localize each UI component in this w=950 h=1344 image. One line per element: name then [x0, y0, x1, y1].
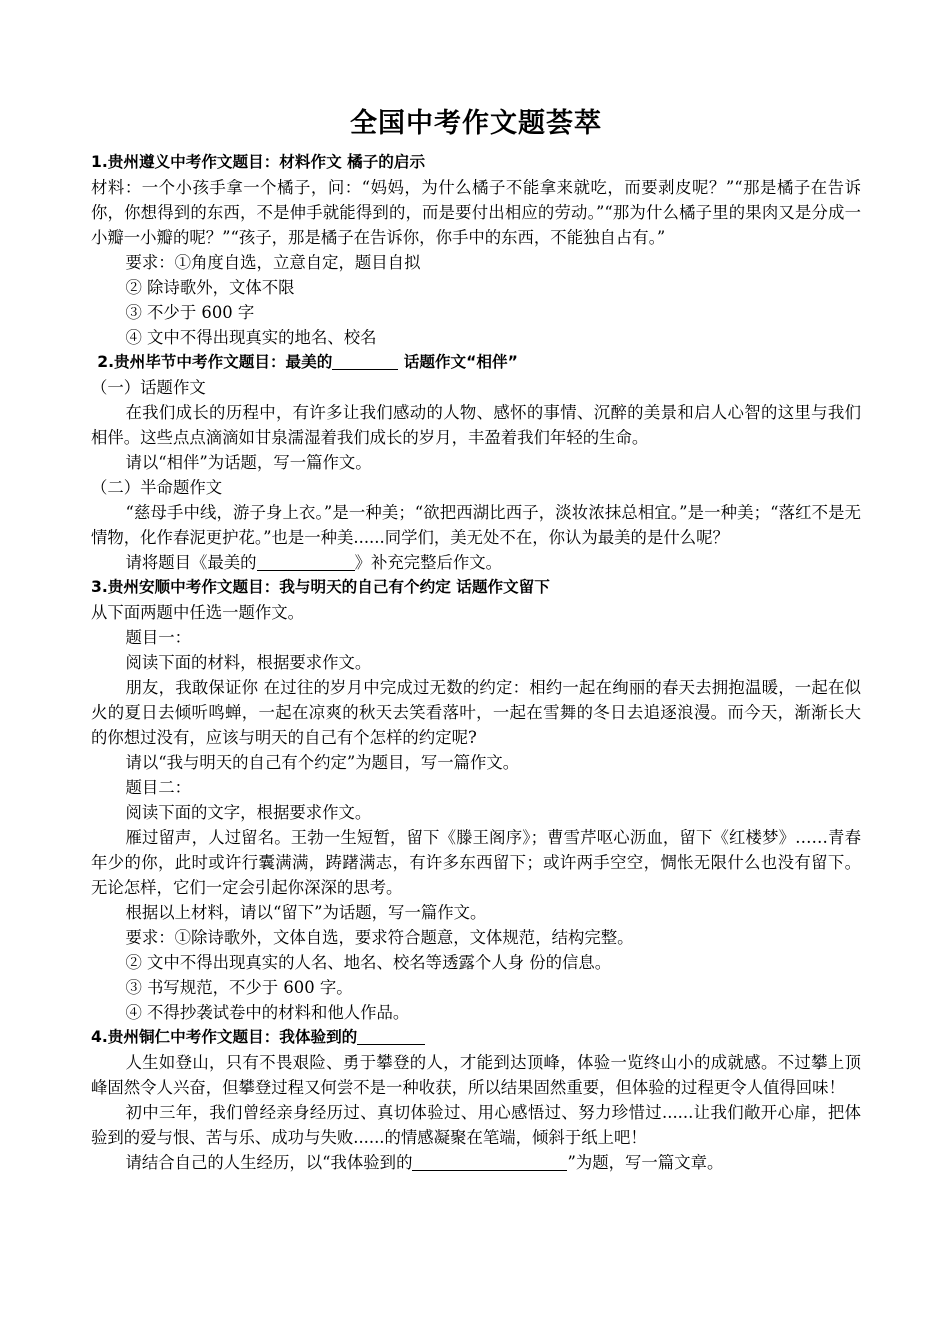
blank-underline	[357, 1026, 425, 1045]
section-3-heading: 3.贵州安顺中考作文题目：我与明天的自己有个约定 话题作文留下	[91, 578, 550, 596]
section-2-paragraph-4	[91, 550, 861, 575]
blank-underline	[332, 351, 398, 370]
section-3-topic-2-prompt: 根据以上材料，请以“留下”为话题，写一篇作文。	[125, 903, 487, 922]
section-2-heading-text: 2.贵州毕节中考作文题目：最美的	[97, 353, 333, 371]
section-2-heading-topic: 话题作文“相伴”	[398, 353, 518, 371]
section-2-prompt-end: 》补充完整后作文。	[354, 553, 503, 572]
section-3-topic-1-instruction: 阅读下面的材料，根据要求作文。	[125, 653, 372, 672]
section-3-topic-1-label: 题目一：	[125, 628, 191, 647]
section-4-paragraph-1: 人生如登山，只有不畏艰险、勇于攀登的人，才能到达顶峰，体验一览终山小的成就感。不过攀上顶峰固然令人兴奋，但攀登过程又何尝不是一种收获，所以结果固然重要，但体验的过程更令人值得回味！	[91, 1053, 861, 1097]
section-4-heading-text: 4.贵州铜仁中考作文题目：我体验到的	[91, 1028, 358, 1046]
section-4-paragraph-3	[91, 1150, 861, 1175]
section-4-heading	[91, 1025, 861, 1050]
section-3-topic-2-label: 题目二：	[125, 778, 191, 797]
section-3-topic-1-material: 朋友，我敢保证你 在过往的岁月中完成过无数的约定：相约一起在绚丽的春天去拥抱温暖，一起在似火的夏日去倾听鸣蝉，一起在凉爽的秋天去笑看落叶，一起在雪舞的冬日去追逐浪漫。而今天，渐渐长大的你想过没有，应该与明天的自己有个怎样的约定呢?	[91, 678, 861, 747]
section-1-heading: 1.贵州遵义中考作文题目：材料作文 橘子的启示	[91, 153, 426, 171]
section-1-requirement-1: 要求：①角度自选，立意自定，题目自拟	[125, 253, 421, 272]
section-2-prompt-start: 请将题目《最美的	[125, 553, 257, 572]
section-1-requirement-4: ④ 文中不得出现真实的地名、校名	[125, 328, 377, 347]
section-3-requirement-4: ④ 不得抄袭试卷中的材料和他人作品。	[125, 1003, 410, 1022]
section-1-material: 材料：一个小孩手拿一个橘子，问：“妈妈，为什么橘子不能拿来就吃，而要剥皮呢？”“那是橘子在告诉你，你想得到的东西，不是伸手就能得到的，而是要付出相应的劳动。”“那为什么橘子里的果肉又是分成一小瓣一小瓣的呢？”“孩子，那是橘子在告诉你，你手中的东西，不能独自占有。”	[91, 178, 861, 247]
section-3-topic-2-instruction: 阅读下面的文字，根据要求作文。	[125, 803, 372, 822]
section-4-prompt-start: 请结合自己的人生经历，以“我体验到的	[125, 1153, 413, 1172]
section-2-part-2-label: （二）半命题作文	[91, 478, 223, 497]
document-title: 全国中考作文题荟萃	[350, 108, 602, 139]
section-4-paragraph-2: 初中三年，我们曾经亲身经历过、真切体验过、用心感悟过、努力珍惜过......让我们敞开心扉，把体验到的爱与恨、苦与乐、成功与失败......的情感凝聚在笔端，倾斜于纸上吧！	[91, 1103, 861, 1147]
section-1-requirement-3: ③ 不少于 600 字	[125, 303, 255, 322]
section-3-topic-1-prompt: 请以“我与明天的自己有个约定”为题目，写一篇作文。	[125, 753, 520, 772]
section-3-requirement-1: 要求：①除诗歌外，文体自选，要求符合题意，文体规范，结构完整。	[125, 928, 634, 947]
section-3-intro: 从下面两题中任选一题作文。	[91, 603, 305, 622]
section-2-paragraph-2: 请以“相伴”为话题，写一篇作文。	[125, 453, 372, 472]
document-page	[91, 104, 861, 1175]
section-4-prompt-end: ”为题，写一篇文章。	[567, 1153, 724, 1172]
section-2-part-1-label: （一）话题作文	[91, 378, 206, 397]
section-3-requirement-3: ③ 书写规范，不少于 600 字。	[125, 978, 353, 997]
section-3-requirement-2: ② 文中不得出现真实的人名、地名、校名等透露个人身 份的信息。	[125, 953, 612, 972]
section-2-heading	[91, 350, 861, 375]
blank-underline	[412, 1152, 567, 1171]
section-3-topic-2-material: 雁过留声，人过留名。王勃一生短暂，留下《滕王阁序》；曹雪芹呕心沥血，留下《红楼梦》……青春年少的你，此时或许行囊满满，踌躇满志，有许多东西留下；或许两手空空，惆怅无限什么也没有留下。无论怎样，它们一定会引起你深深的思考。	[91, 828, 861, 897]
section-2-paragraph-1: 在我们成长的历程中，有许多让我们感动的人物、感怀的事情、沉醉的美景和启人心智的这里与我们相伴。这些点点滴滴如甘泉濡湿着我们成长的岁月，丰盈着我们年轻的生命。	[91, 403, 861, 447]
blank-underline	[257, 552, 355, 571]
section-2-paragraph-3: “慈母手中线，游子身上衣。”是一种美；“欲把西湖比西子，淡妆浓抹总相宜。”是一种美；“落红不是无情物，化作春泥更护花。”也是一种美......同学们，美无处不在，你认为最美的是什么呢？	[91, 503, 861, 547]
section-1-requirement-2: ② 除诗歌外，文体不限	[125, 278, 295, 297]
